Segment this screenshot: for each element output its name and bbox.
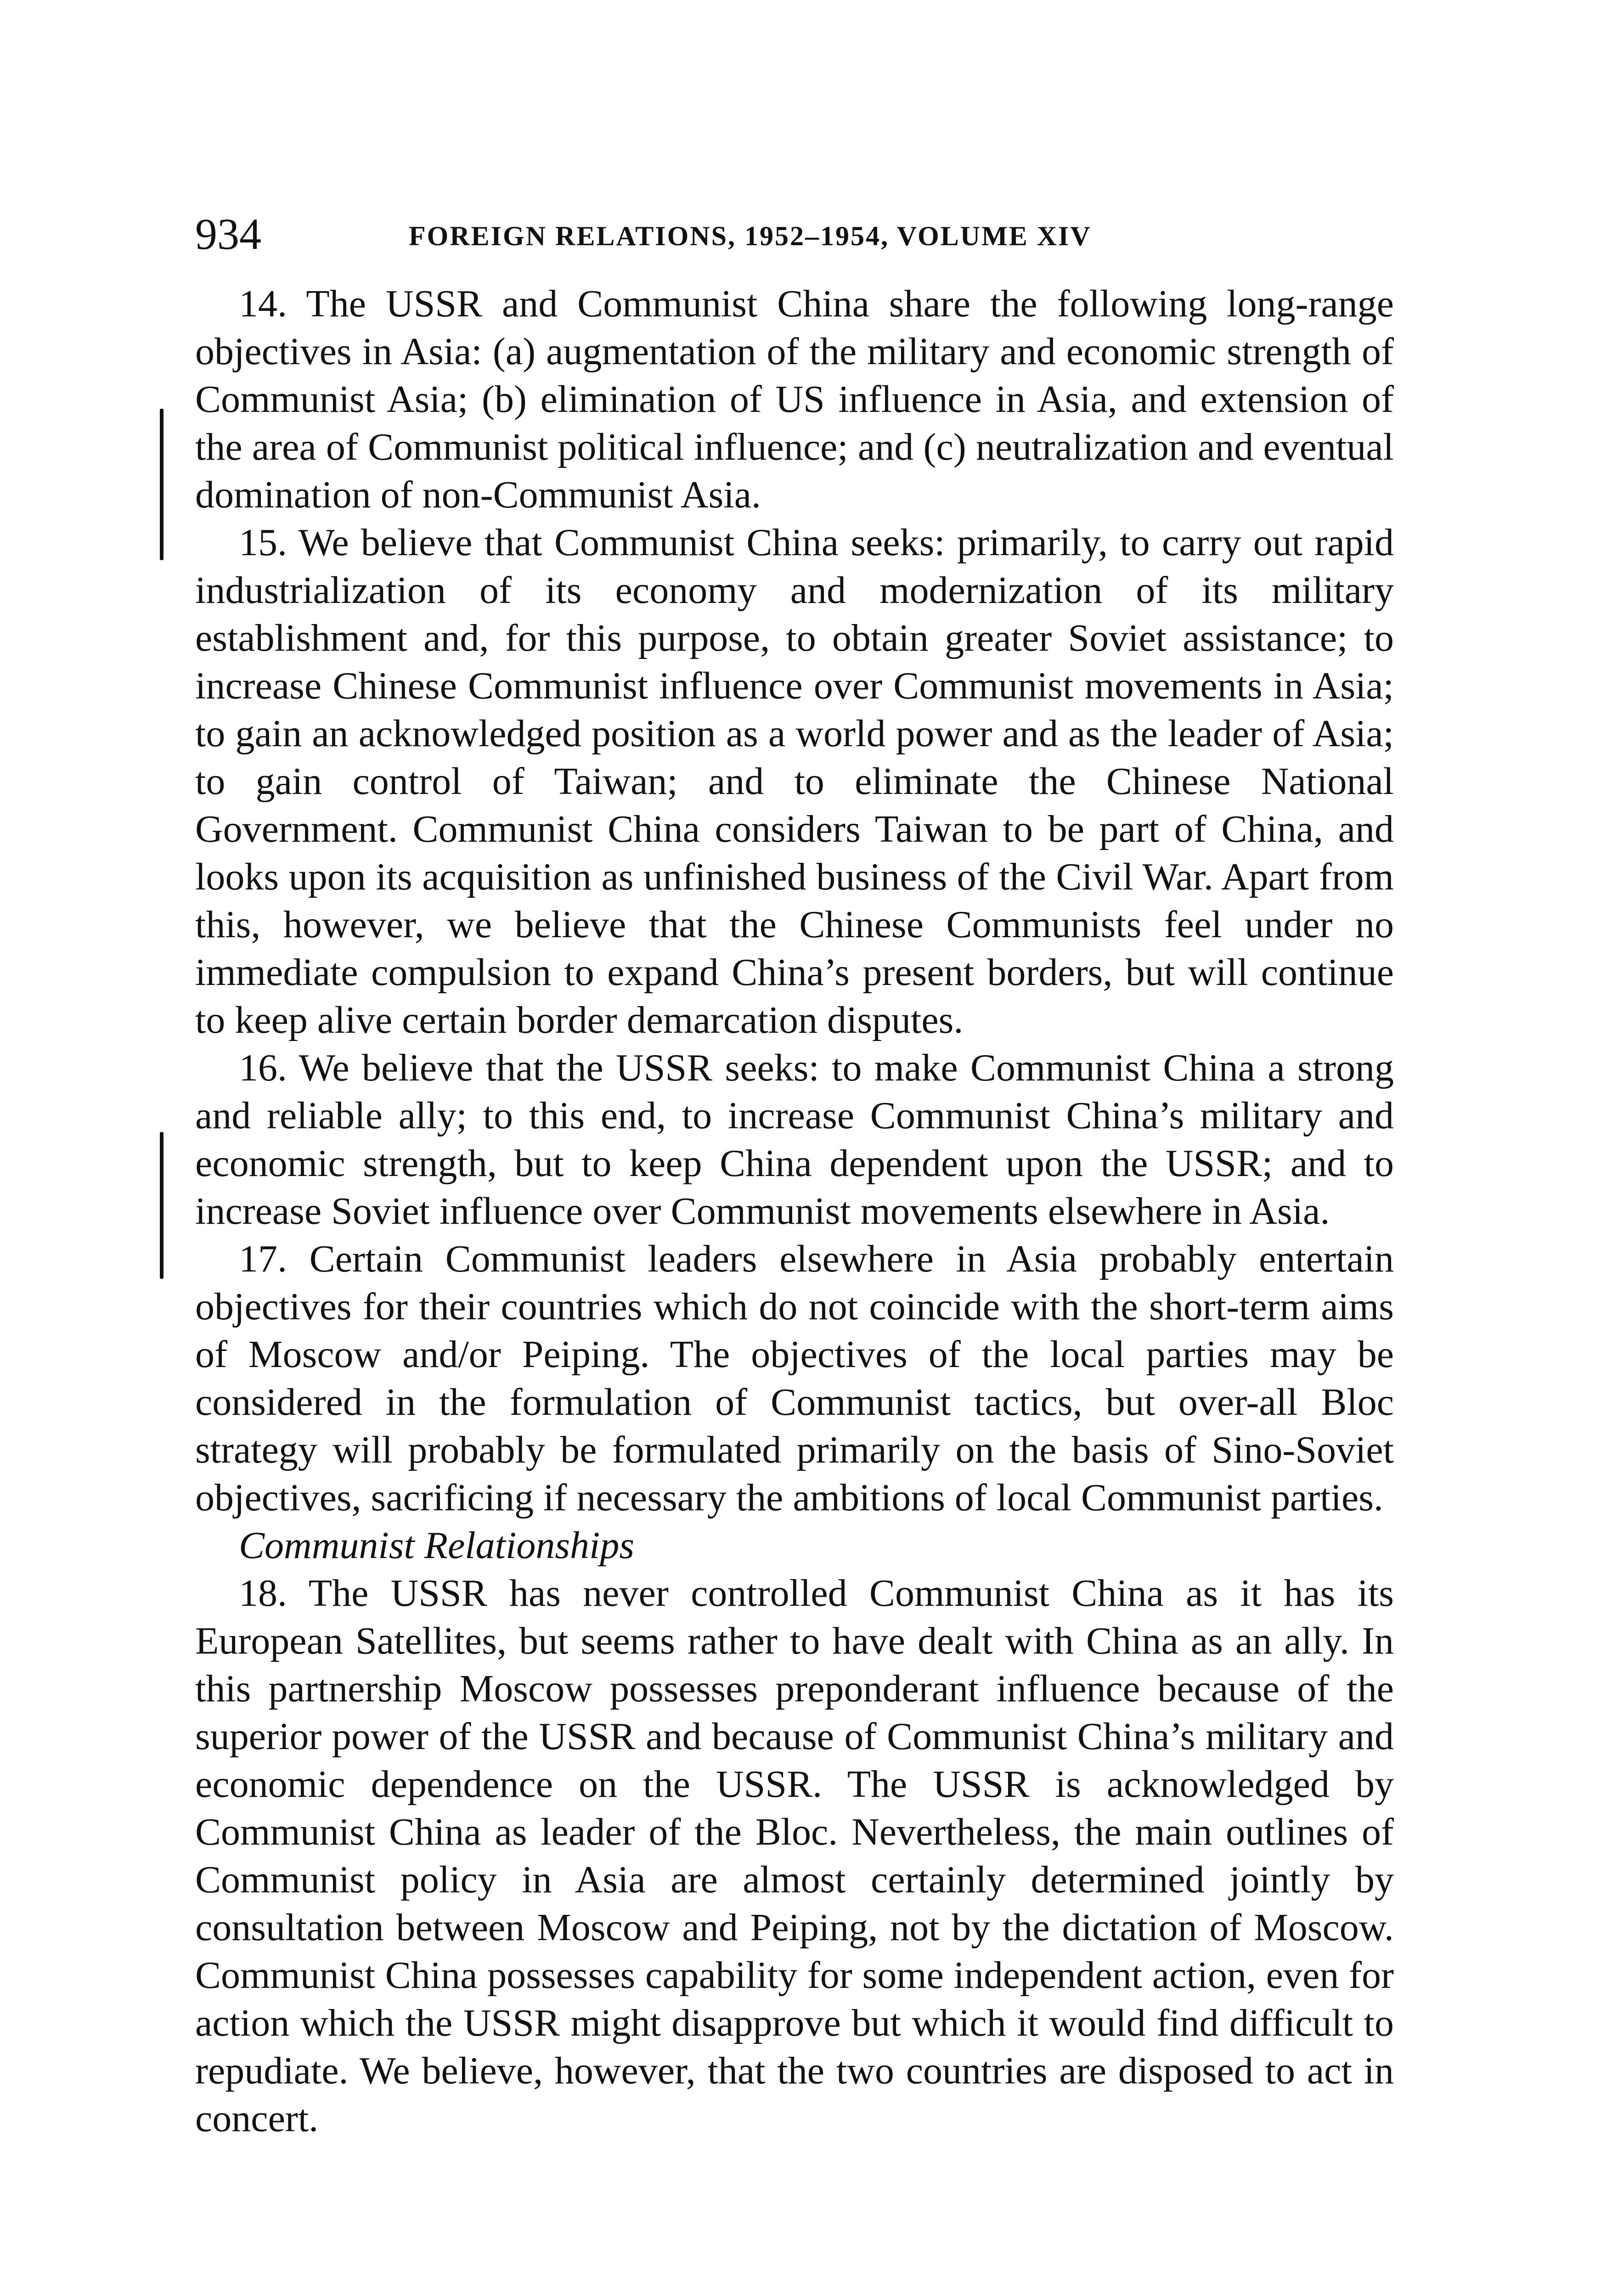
section-heading: Communist Relationships [239,1524,635,1567]
paragraph-16: 16. We believe that the USSR seeks: to make Communist China a strong and reliable ally; to this end, to increase Communist China’s military and economic strength, but to keep China dependent upon the USSR; and to increase Soviet influence over Communist movements elsewhere in Asia. [195,1047,1394,1232]
page-number: 934 [195,209,261,259]
running-head: FOREIGN RELATIONS, 1952–1954, VOLUME XIV [409,221,1092,251]
paragraph-15: 15. We believe that Communist China seeks: primarily, to carry out rapid industrialization of its economy and modernization of its military establishment and, for this purpose, to obtain greater Soviet assistance; to increase Chinese Communist influence over Communist movements in Asia; to gain an acknowledged position as a world power and as the leader of Asia; to gain control of Taiwan; and to eliminate the Chinese National Government. Communist China considers Taiwan to be part of China, and looks upon its acquisition as unfinished business of the Civil War. Apart from this, however, we believe that the Chinese Communists feel under no immediate compulsion to expand China’s present borders, but will continue to keep alive certain border demarcation disputes. [195,521,1394,1041]
margin-bracket [160,1132,163,1279]
paragraph-18: 18. The USSR has never controlled Communist China as it has its European Satellites, but seems rather to have dealt with China as an ally. In this partnership Moscow possesses preponderant influence because of the superior power of the USSR and because of Communist China’s military and economic dependence on the USSR. The USSR is acknowledged by Communist China as leader of the Bloc. Nevertheless, the main outlines of Communist policy in Asia are almost certainly determined jointly by consultation between Moscow and Peiping, not by the dictation of Moscow. Communist China possesses capability for some independent action, even for action which the USSR might disapprove but which it would find difficult to repudiate. We believe, however, that the two countries are disposed to act in concert. [195,1572,1394,2140]
margin-bracket [160,409,163,560]
document-body [195,280,1394,2143]
page-header [195,202,1398,276]
paragraph-17: 17. Certain Communist leaders elsewhere in Asia probably entertain objectives for their countries which do not coincide with the short-term aims of Moscow and/or Peiping. The objectives of the local parties may be considered in the formulation of Communist tactics, but over-all Bloc strategy will probably be formulated primarily on the basis of Sino-Soviet objectives, sacrificing if necessary the ambitions of local Communist parties. [195,1238,1394,1519]
paragraph-14: 14. The USSR and Communist China share the following long-range objectives in Asia: (a) augmentation of the military and economic strength of Communist Asia; (b) elimination of US influence in Asia, and extension of the area of Communist political influence; and (c) neutralization and eventual domination of non-Communist Asia. [195,282,1394,516]
